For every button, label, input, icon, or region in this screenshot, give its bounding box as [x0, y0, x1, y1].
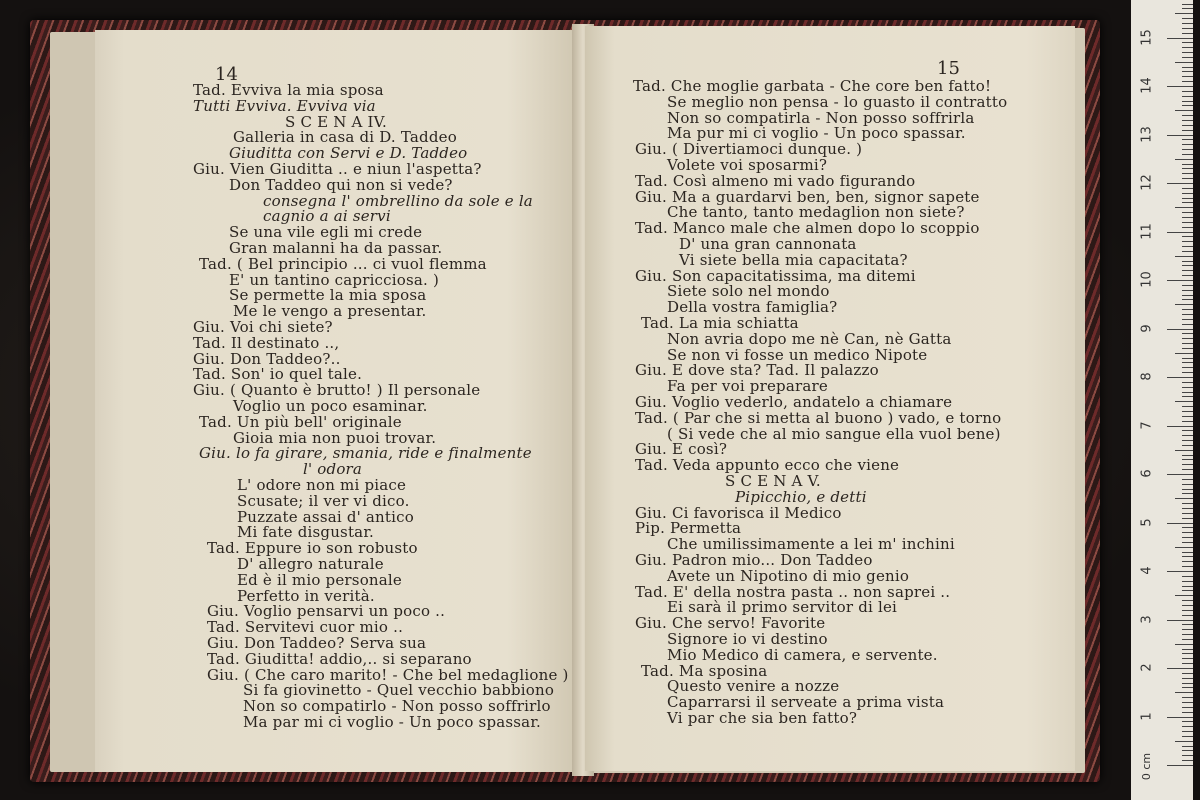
ruler-tick	[1182, 406, 1193, 407]
ruler-tick	[1182, 586, 1193, 587]
ruler-tick	[1175, 207, 1193, 208]
ruler-number: 14	[1139, 77, 1155, 94]
right-page-line: Tad. Manco male che almen dopo lo scoppio	[635, 219, 980, 238]
left-page-number: 14	[215, 64, 238, 85]
ruler-tick	[1182, 348, 1193, 349]
ruler-number: 1	[1139, 711, 1155, 721]
ruler-tick	[1182, 168, 1193, 169]
left-page	[95, 30, 580, 772]
ruler-tick	[1175, 692, 1193, 693]
ruler-tick	[1182, 8, 1193, 9]
ruler-tick	[1182, 561, 1193, 562]
ruler-tick	[1167, 135, 1193, 136]
ruler-tick	[1167, 717, 1193, 718]
ruler-tick	[1182, 430, 1193, 431]
ruler-tick	[1182, 493, 1193, 494]
ruler-tick	[1182, 67, 1193, 68]
left-page-line: cagnio a ai servi	[263, 207, 391, 226]
left-page-line: Giuditta con Servi e D. Taddeo	[229, 144, 468, 163]
ruler-tick	[1167, 86, 1193, 87]
ruler-tick	[1182, 600, 1193, 601]
ruler-tick	[1182, 324, 1193, 325]
ruler-tick	[1175, 159, 1193, 160]
ruler-tick	[1182, 18, 1193, 19]
ruler-tick	[1182, 387, 1193, 388]
left-page-line: Tad. Eppure io son robusto	[207, 539, 418, 558]
ruler-tick	[1182, 28, 1193, 29]
ruler-number: 3	[1139, 614, 1155, 624]
right-page-line: Vi par che sia ben fatto?	[667, 709, 858, 727]
ruler-tick	[1182, 295, 1193, 296]
ruler-tick	[1167, 426, 1193, 427]
ruler-tick	[1182, 445, 1193, 446]
left-page-line: Tad. Un più bell' originale	[199, 412, 402, 431]
ruler-tick	[1182, 459, 1193, 460]
ruler-tick	[1182, 188, 1193, 189]
left-page-line: Voglio un poco esaminar.	[233, 397, 428, 415]
ruler-tick	[1182, 42, 1193, 43]
left-page-line: Giu. Don Taddeo? Serva sua	[207, 634, 427, 652]
ruler-tick	[1182, 624, 1193, 625]
ruler-tick	[1182, 746, 1193, 747]
ruler-tick	[1182, 193, 1193, 194]
ruler-tick	[1182, 101, 1193, 102]
ruler-tick	[1182, 212, 1193, 213]
ruler-tick	[1175, 741, 1193, 742]
ruler-tick	[1182, 144, 1193, 145]
right-page-line: Se meglio non pensa - lo guasto il contratto	[667, 92, 1008, 111]
left-page-line: Si fa giovinetto - Quel vecchio babbiono	[243, 681, 555, 700]
right-page-line: Ei sarà il primo servitor di lei	[667, 598, 898, 617]
left-page-line: S C E N A IV.	[285, 112, 388, 131]
right-page-line: Tad. La mia schiatta	[641, 314, 799, 332]
ruler-tick	[1182, 649, 1193, 650]
left-page-line: Gioia mia non puoi trovar.	[233, 428, 437, 447]
right-page-line: Tad. ( Par che si metta al buono ) vado, e torno	[635, 408, 1002, 427]
ruler-tick	[1182, 285, 1193, 286]
ruler-tick	[1175, 595, 1193, 596]
ruler-tick	[1182, 23, 1193, 24]
ruler-tick	[1182, 367, 1193, 368]
ruler-tick	[1182, 503, 1193, 504]
ruler-tick	[1182, 154, 1193, 155]
right-page-line: Giu. Che servo! Favorite	[635, 614, 826, 633]
right-page-line: Giu. Ma a guardarvi ben, ben, signor sapete	[635, 187, 980, 206]
ruler-tick	[1182, 275, 1193, 276]
right-page-line: Pip. Permetta	[635, 519, 742, 538]
ruler-number: 4	[1139, 566, 1155, 575]
ruler-tick	[1182, 731, 1193, 732]
ruler-number: 2	[1139, 663, 1155, 672]
ruler-tick	[1175, 450, 1193, 451]
ruler-tick	[1182, 198, 1193, 199]
ruler-tick	[1167, 474, 1193, 475]
left-page-line: Tad. Evviva la mia sposa	[193, 81, 384, 99]
ruler-tick	[1182, 464, 1193, 465]
ruler-tick	[1182, 489, 1193, 490]
left-page-line: Tad. Son' io quel tale.	[193, 365, 363, 384]
left-page-line: Gran malanni ha da passar.	[229, 239, 443, 257]
ruler-tick	[1182, 653, 1193, 654]
right-page-line: Signore io vi destino	[667, 630, 828, 648]
left-page-line: L' odore non mi piace	[237, 476, 407, 494]
ruler-tick	[1167, 38, 1193, 39]
right-page-line: Che umilissimamente a lei m' inchini	[667, 535, 955, 554]
ruler-number: 7	[1139, 420, 1155, 430]
ruler-number: 8	[1139, 372, 1155, 381]
ruler-tick	[1182, 469, 1193, 470]
left-page-line: Ed è il mio personale	[237, 570, 403, 589]
ruler-tick	[1167, 232, 1193, 233]
ruler-number: 10	[1139, 271, 1155, 288]
ruler-tick	[1182, 105, 1193, 106]
ruler-tick	[1182, 576, 1193, 577]
left-page-line: Tad. Giuditta! addio,.. si separano	[207, 649, 472, 668]
right-page-line: Siete solo nel mondo	[667, 282, 830, 301]
ruler-tick	[1182, 120, 1193, 121]
right-page-line: Della vostra famiglia?	[667, 298, 838, 317]
ruler-tick	[1182, 440, 1193, 441]
right-page-line: Giu. E così?	[635, 440, 728, 459]
right-page-line: Tad. Così almeno mi vado figurando	[635, 171, 916, 190]
ruler-tick	[1182, 241, 1193, 242]
ruler-tick	[1182, 236, 1193, 237]
left-page-line: Puzzate assai d' antico	[237, 507, 414, 526]
left-page-line: consegna l' ombrellino da sole e la	[263, 191, 533, 210]
ruler-tick	[1167, 329, 1193, 330]
right-page-line: Che tanto, tanto medaglion non siete?	[667, 203, 965, 222]
ruler-tick	[1182, 552, 1193, 553]
right-page-line: Giu. Voglio vederlo, andatelo a chiamare	[635, 393, 953, 411]
ruler-tick	[1182, 663, 1193, 664]
ruler-tick	[1182, 217, 1193, 218]
ruler-tick	[1182, 702, 1193, 703]
ruler-tick	[1182, 396, 1193, 397]
ruler-tick	[1182, 290, 1193, 291]
ruler-tick	[1167, 620, 1193, 621]
left-page-line: Giu. Voi chi siete?	[193, 318, 333, 336]
ruler-tick	[1182, 566, 1193, 567]
ruler-tick	[1182, 52, 1193, 53]
ruler-tick	[1182, 537, 1193, 538]
right-page-line: Giu. Son capacitatissima, ma ditemi	[635, 266, 916, 285]
ruler-tick	[1182, 91, 1193, 92]
ruler-tick	[1182, 246, 1193, 247]
ruler-tick	[1182, 721, 1193, 722]
ruler-tick	[1182, 81, 1193, 82]
ruler-tick	[1182, 634, 1193, 635]
ruler-tick	[1182, 178, 1193, 179]
right-page-line: ( Si vede che al mio sangue ella vuol bene)	[667, 424, 1001, 443]
left-page-line: D' allegro naturale	[237, 555, 384, 573]
ruler-tick	[1182, 96, 1193, 97]
ruler-tick	[1182, 508, 1193, 509]
ruler-tick	[1182, 372, 1193, 373]
right-page-line: Giu. ( Divertiamoci dunque. )	[635, 140, 863, 159]
right-page-line: S C E N A V.	[725, 472, 821, 490]
ruler-tick	[1182, 314, 1193, 315]
ruler-tick	[1182, 222, 1193, 223]
ruler-tick	[1182, 683, 1193, 684]
ruler-tick	[1182, 416, 1193, 417]
ruler-tick	[1182, 479, 1193, 480]
left-page-line: Non so compatirlo - Non posso soffrirlo	[243, 697, 551, 716]
ruler-tick	[1182, 333, 1193, 334]
ruler-tick	[1167, 765, 1193, 766]
right-page-line: D' una gran cannonata	[679, 235, 857, 253]
right-page	[585, 26, 1075, 771]
ruler-tick	[1175, 401, 1193, 402]
right-page-line: Mio Medico di camera, e servente.	[667, 645, 938, 664]
left-page-line: Giu. Vien Giuditta .. e niun l'aspetta?	[193, 160, 482, 178]
ruler-tick	[1182, 542, 1193, 543]
left-page-line: Tad. Servitevi cuor mio ..	[207, 618, 404, 637]
left-page-line: l' odora	[303, 460, 363, 479]
ruler-tick	[1175, 353, 1193, 354]
ruler-tick	[1175, 13, 1193, 14]
right-page-line: Giu. Ci favorisca il Medico	[635, 503, 842, 522]
left-page-line: Giu. lo fa girare, smania, ride e finalmente	[199, 444, 532, 463]
left-page-line: Ma par mi ci voglio - Un poco spassar.	[243, 713, 542, 731]
right-page-line: Giu. E dove sta? Tad. Il palazzo	[635, 361, 879, 380]
right-page-line: Se non vi fosse un medico Nipote	[667, 345, 928, 364]
right-page-line: Giu. Padron mio... Don Taddeo	[635, 551, 873, 569]
ruler-tick	[1182, 629, 1193, 630]
ruler-tick	[1182, 76, 1193, 77]
ruler-tick	[1167, 523, 1193, 524]
ruler-tick	[1182, 251, 1193, 252]
ruler-tick	[1167, 668, 1193, 669]
left-page-line: Giu. ( Che caro marito! - Che bel medaglione )	[207, 665, 569, 684]
right-page-line: Volete voi sposarmi?	[667, 156, 828, 174]
ruler-tick	[1182, 57, 1193, 58]
ruler-tick	[1182, 411, 1193, 412]
ruler-tick	[1182, 47, 1193, 48]
ruler-tick	[1182, 362, 1193, 363]
left-page-line: Mi fate disgustar.	[237, 523, 375, 542]
ruler-tick	[1182, 149, 1193, 150]
left-page-line: Se permette la mia sposa	[229, 286, 427, 305]
left-page-line: Tutti Evviva. Evviva via	[193, 96, 376, 115]
left-page-line: Se una vile egli mi crede	[229, 223, 423, 242]
ruler-number: 12	[1139, 174, 1155, 191]
left-page-line: E' un tantino capricciosa. )	[229, 270, 440, 289]
ruler-tick	[1182, 658, 1193, 659]
right-page-line: Questo venire a nozze	[667, 677, 840, 696]
ruler-tick	[1182, 115, 1193, 116]
measuring-ruler	[1131, 0, 1193, 800]
ruler-tick	[1182, 358, 1193, 359]
ruler-tick	[1175, 256, 1193, 257]
right-page-line: Fa per voi preparare	[667, 377, 828, 396]
ruler-tick	[1182, 270, 1193, 271]
ruler-tick	[1182, 687, 1193, 688]
ruler-number: 6	[1139, 469, 1155, 478]
ruler-tick	[1182, 750, 1193, 751]
ruler-number: 5	[1139, 517, 1155, 527]
ruler-tick	[1182, 392, 1193, 393]
ruler-tick	[1167, 183, 1193, 184]
right-page-line: Tad. Veda appunto ecco che viene	[635, 456, 900, 475]
ruler-number: 15	[1139, 28, 1155, 46]
ruler-tick	[1182, 227, 1193, 228]
ruler-tick	[1182, 343, 1193, 344]
ruler-tick	[1182, 590, 1193, 591]
ruler-tick	[1182, 760, 1193, 761]
left-page-line: Galleria in casa di D. Taddeo	[233, 128, 457, 147]
ruler-tick	[1182, 265, 1193, 266]
ruler-tick	[1182, 697, 1193, 698]
left-page-line: Giu. Don Taddeo?..	[193, 349, 341, 368]
ruler-tick	[1182, 382, 1193, 383]
ruler-tick	[1182, 610, 1193, 611]
left-page-line: Don Taddeo qui non si vede?	[229, 175, 453, 194]
ruler-tick	[1182, 33, 1193, 34]
ruler-tick	[1182, 527, 1193, 528]
right-page-number: 15	[937, 58, 960, 79]
left-page-line: Me le vengo a presentar.	[233, 302, 427, 321]
ruler-tick	[1182, 309, 1193, 310]
ruler-tick	[1182, 299, 1193, 300]
ruler-tick	[1182, 455, 1193, 456]
left-page-line: Giu. Voglio pensarvi un poco ..	[207, 602, 446, 621]
ruler-tick	[1175, 498, 1193, 499]
ruler-unit-label: 0 cm	[1140, 752, 1154, 781]
ruler-tick	[1182, 435, 1193, 436]
left-page-line: Giu. ( Quanto è brutto! ) Il personale	[193, 381, 481, 400]
ruler-tick	[1167, 377, 1193, 378]
ruler-tick	[1182, 556, 1193, 557]
ruler-tick	[1167, 280, 1193, 281]
ruler-tick	[1182, 4, 1193, 5]
ruler-tick	[1182, 532, 1193, 533]
ruler-tick	[1182, 726, 1193, 727]
ruler-tick	[1182, 173, 1193, 174]
ruler-tick	[1182, 605, 1193, 606]
left-page-line: Tad. ( Bel principio ... ci vuol flemma	[199, 254, 487, 273]
ruler-tick	[1182, 639, 1193, 640]
left-page-line: Scusate; il ver vi dico.	[237, 491, 410, 510]
ruler-tick	[1175, 304, 1193, 305]
ruler-tick	[1175, 110, 1193, 111]
ruler-tick	[1182, 518, 1193, 519]
ruler-tick	[1182, 678, 1193, 679]
ruler-tick	[1175, 62, 1193, 63]
ruler-tick	[1182, 261, 1193, 262]
ruler-tick	[1182, 130, 1193, 131]
ruler-tick	[1182, 202, 1193, 203]
ruler-tick	[1182, 755, 1193, 756]
right-page-line: Tad. Che moglie garbata - Che core ben fatto!	[633, 77, 992, 95]
right-page-line: Tad. Ma sposina	[641, 661, 768, 680]
ruler-tick	[1182, 139, 1193, 140]
ruler-tick	[1182, 319, 1193, 320]
ruler-tick	[1182, 421, 1193, 422]
ruler-tick	[1182, 673, 1193, 674]
ruler-tick	[1182, 707, 1193, 708]
ruler-tick	[1182, 125, 1193, 126]
right-page-line: Ma pur mi ci voglio - Un poco spassar.	[667, 124, 966, 143]
right-page-line: Caparrarsi il serveate a prima vista	[667, 693, 945, 712]
ruler-tick	[1182, 338, 1193, 339]
right-page-line: Vi siete bella mia capacitata?	[679, 250, 908, 269]
ruler-tick	[1182, 736, 1193, 737]
ruler-tick	[1175, 644, 1193, 645]
ruler-tick	[1167, 571, 1193, 572]
ruler-tick	[1182, 581, 1193, 582]
ruler-tick	[1182, 484, 1193, 485]
ruler-tick	[1182, 164, 1193, 165]
ruler-tick	[1175, 547, 1193, 548]
right-page-line: Non avria dopo me nè Can, nè Gatta	[667, 329, 952, 348]
left-page-line: Perfetto in verità.	[237, 586, 375, 605]
right-page-line: Tad. E' della nostra pasta .. non saprei ..	[635, 582, 951, 601]
ruler-tick	[1182, 615, 1193, 616]
ruler-tick	[1182, 712, 1193, 713]
ruler-number: 9	[1139, 323, 1155, 333]
ruler-number: 11	[1139, 222, 1155, 240]
right-page-line: Non so compatirla - Non posso soffrirla	[667, 108, 975, 127]
left-page-line: Tad. Il destinato ..,	[193, 333, 340, 352]
ruler-number: 13	[1139, 125, 1155, 143]
right-page-line: Pipicchio, e detti	[735, 487, 867, 506]
right-page-line: Avete un Nipotino di mio genio	[667, 566, 910, 585]
ruler-tick	[1182, 513, 1193, 514]
ruler-tick	[1182, 71, 1193, 72]
